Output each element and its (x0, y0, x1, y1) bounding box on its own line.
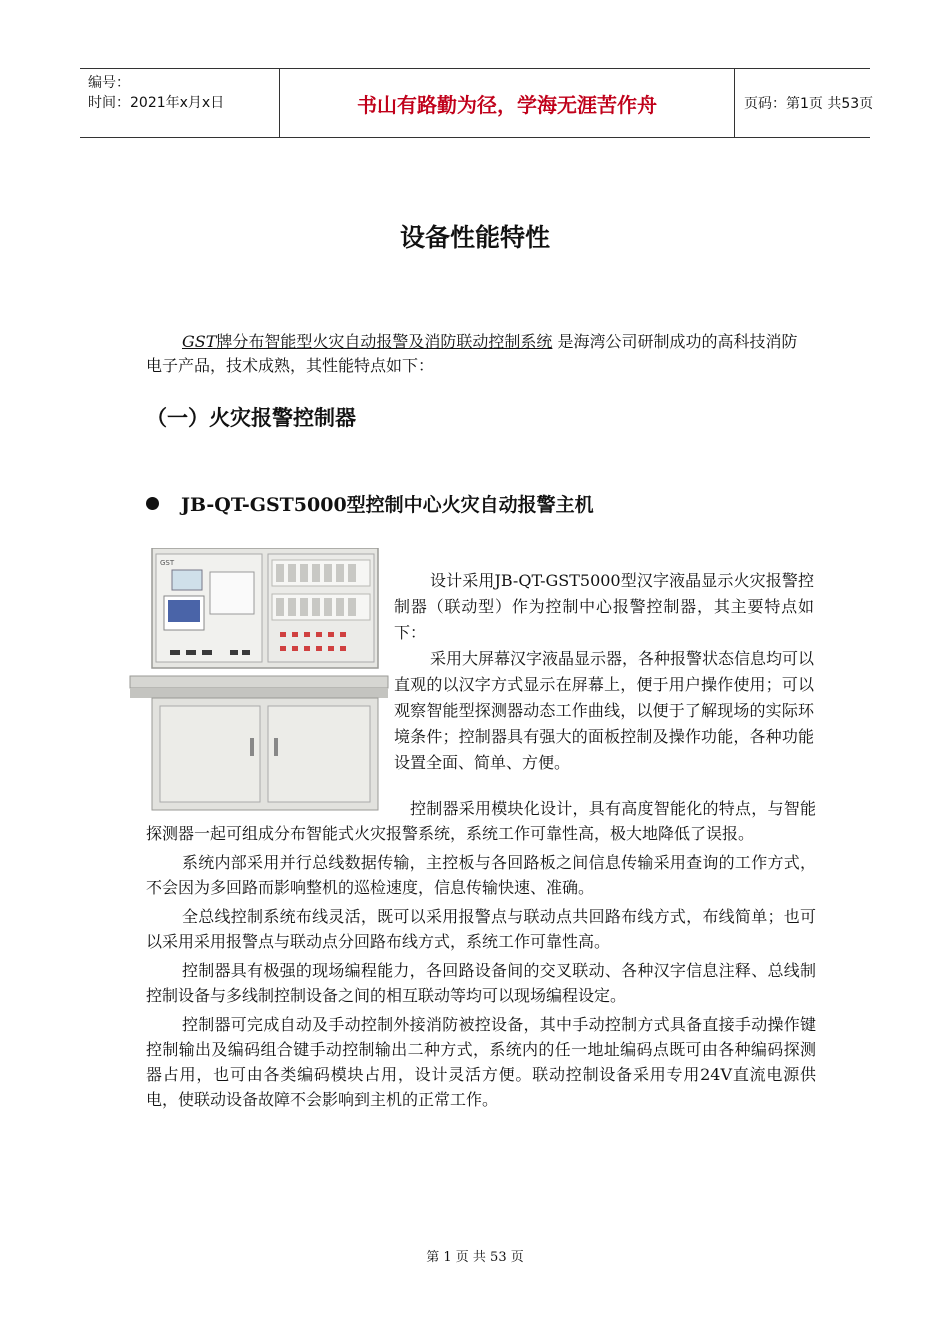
body-paragraph: 控制器具有极强的现场编程能力，各回路设备间的交叉联动、各种汉字信息注释、总线制控制设备与多线制控制设备之间的相互联动等均可以现场编程设定。 (146, 961, 816, 1005)
page-footer: 第 1 页 共 53 页 (426, 1250, 524, 1265)
section-heading: （一）火灾报警控制器 (146, 406, 356, 430)
body-paragraph: 控制器可完成自动及手动控制外接消防被控设备，其中手动控制方式具备直接手动操作键控制输出及编码组合键手动控制输出二种方式，系统内的任一地址编码点既可由各种编码探测器占用，也可由各类编码模块占用，设计灵活方便。联动控制设备采用专用24V直流电源供电，使联动设备故障不会影响到主机的正常工作。 (146, 1015, 816, 1109)
body-paragraph: 系统内部采用并行总线数据传输，主控板与各回路板之间信息传输采用查询的工作方式，不会因为多回路而影响整机的巡检速度，信息传输快速、准确。 (146, 853, 816, 897)
number-label: 编号： (88, 75, 130, 91)
system-name-link (182, 332, 552, 351)
intro-paragraph (146, 330, 806, 378)
intro-rest: 是海湾公司研制成功的高科技消防电子产品，技术成熟，其性能特点如下： (146, 332, 798, 375)
body-paragraph: 控制器采用模块化设计，具有高度智能化的特点，与智能探测器一起可组成分布智能式火灾报警系统，系统工作可靠性高，极大地降低了误报。 (146, 799, 816, 843)
body-text-block (146, 796, 816, 1116)
header-left-cell (80, 69, 280, 137)
page-info: 页码：第1页 共53页 (744, 96, 874, 112)
wrap-paragraph: 设计采用JB-QT-GST5000型汉字液晶显示火灾报警控制器（联动型）作为控制中心报警控制器，其主要特点如下： (394, 571, 814, 642)
time-label: 时间：2021年x月x日 (88, 95, 225, 111)
sub-heading (146, 490, 594, 517)
body-paragraph: 全总线控制系统布线灵活，既可以采用报警点与联动点共回路布线方式，布线简单；也可以采用采用报警点与联动点分回路布线方式，系统工作可靠性高。 (146, 907, 816, 951)
controller-cabinet-photo (126, 548, 392, 812)
system-name: 牌分布智能型火灾自动报警及消防联动控制系统 (216, 332, 553, 351)
wrap-paragraph: 采用大屏幕汉字液晶显示器，各种报警状态信息均可以直观的以汉字方式显示在屏幕上，便于用户操作使用；可以观察智能型探测器动态工作曲线，以便于了解现场的实际环境条件；控制器具有强大的面板控制及操作功能，各种功能设置全面、简单、方便。 (394, 649, 815, 772)
document-title: 设备性能特性 (399, 223, 550, 252)
wrapped-text-block (394, 568, 814, 776)
brand-name: GST (182, 332, 217, 351)
bullet-icon (146, 497, 159, 510)
header-table (80, 68, 874, 138)
motto: 书山有路勤为径，学海无涯苦作舟 (280, 69, 735, 137)
sub-heading-text: JB-QT-GST5000型控制中心火灾自动报警主机 (181, 494, 594, 516)
photo-badge: GST (160, 559, 175, 567)
